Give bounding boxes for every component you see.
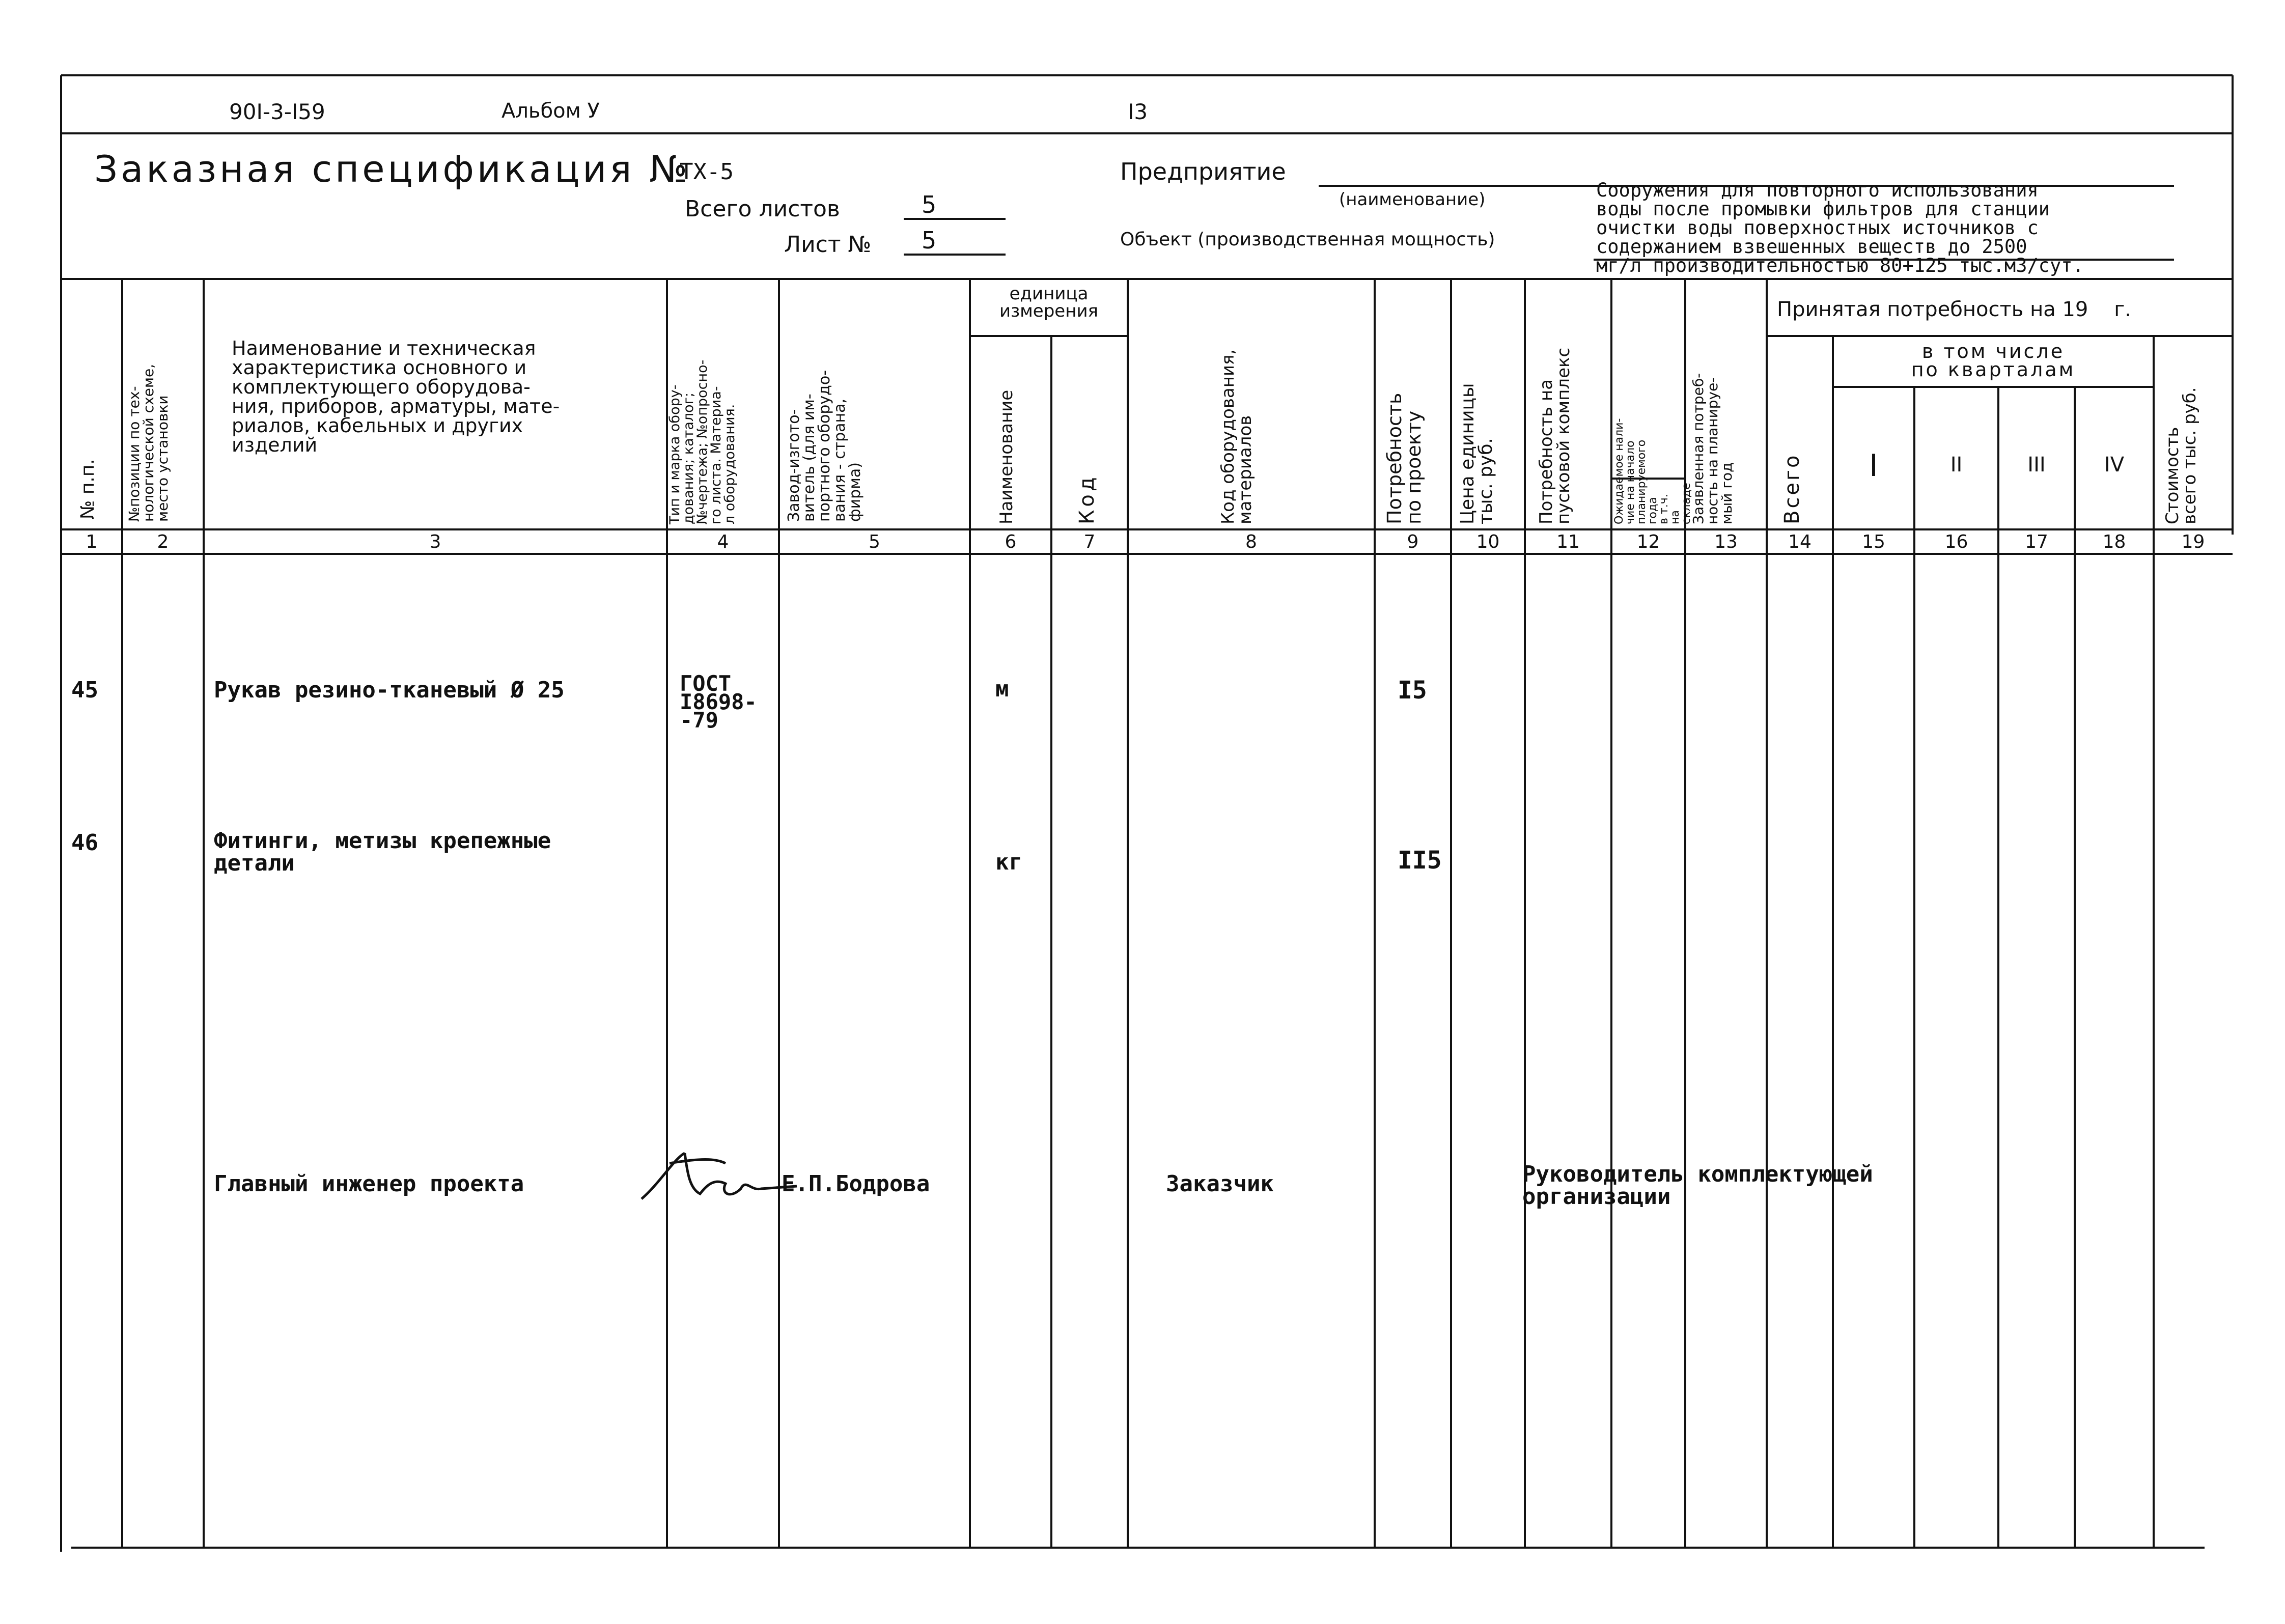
sheet-value: 5 [922,227,937,254]
row-45-unit: м [995,676,1009,702]
customer-label: Заказчик [1166,1171,1274,1197]
col-1-header: № п.п. [77,459,98,519]
supplier-label: Руководитель комплектующей организации [1522,1161,1873,1210]
col-7-header: Код [1075,474,1099,524]
col-number: 12 [1636,531,1660,552]
col-number: 4 [717,531,729,552]
col-10-header: Цена единицы тыс. руб. [1457,383,1496,524]
object-description: Сооружения для повторного использования воды после промывки фильтров для станции очистки воды поверхностных источников с содержанием взвешенных веществ до 2500 мг/л производительностью 80+125 тыс.м3/сут. [1596,179,2084,276]
col-6-header: Наименование [996,389,1017,524]
col-12-header: Ожидаемое нали- чие на начало планируемого года в т.ч. на складе [1613,418,1693,524]
col-number: 3 [429,531,441,552]
col-15-header: I [1869,448,1878,484]
col-number: 2 [157,531,169,552]
col-19-header: Стоимость всего тыс. руб. [2162,387,2200,524]
col-16-header: II [1950,453,1963,477]
col-2-header: №позиции по тех- нологической схеме, место установки [126,363,171,522]
unit-group-header: единица измерения [999,284,1099,321]
handwritten-signature [639,1143,802,1209]
col-number: 14 [1788,531,1812,552]
row-45-qty: I5 [1398,676,1427,705]
col-3-header: Наименование и техническая характеристика основного и комплектующего оборудова- ния, приборов, арматуры, мате- риалов, кабельных и других изделий [232,337,560,456]
col-number: 1 [86,531,98,552]
album-label: Альбом У [501,99,600,123]
col-number: 11 [1556,531,1580,552]
col-8-header: Код оборудования, материалов [1218,349,1256,524]
col-9-header: Потребность по проекту [1383,393,1425,524]
album-code: 90I-3-I59 [229,99,325,124]
spec-title: Заказная спецификация № [94,148,691,190]
col-number: 15 [1862,531,1885,552]
row-46-name: Фитинги, метизы крепежные детали [214,828,551,876]
col-14-header: Всего [1780,453,1804,524]
col-number: 13 [1714,531,1738,552]
quarters-group-header: в том числе по кварталам [1911,340,2076,381]
col-number: 17 [2025,531,2048,552]
row-45-type: ГОСТ I8698- -79 [680,671,757,733]
sheet-label: Лист № [784,232,872,258]
row-45-number: 45 [71,677,98,703]
col-13-header: Заявленная потреб- ность на планируе- мый год [1690,373,1735,524]
total-sheets-label: Всего листов [685,196,840,222]
enterprise-label: Предприятие [1120,158,1286,185]
col-17-header: III [2027,453,2046,477]
col-5-header: Завод-изгото- витель (для им- портного оборудо- вания - страна, фирма) [785,370,864,522]
col-4-header: Тип и марка обору- дования; каталог; №чертежа; №опросно- го листа. Материа- л оборудования. [667,359,738,524]
col-18-header: IV [2104,453,2125,477]
col-number: 8 [1245,531,1257,552]
col-number: 18 [2102,531,2126,552]
col-number: 10 [1476,531,1500,552]
chief-engineer-label: Главный инженер проекта [214,1171,524,1197]
chief-engineer-name: Е.П.Бодрова [782,1171,930,1197]
total-sheets-value: 5 [922,191,937,218]
col-number: 19 [2181,531,2205,552]
row-45-name: Рукав резино-тканевый Ø 25 [214,677,565,703]
page-number: I3 [1128,99,1148,124]
col-number: 7 [1083,531,1096,552]
col-11-header: Потребность на пусковой комплекс [1536,347,1574,524]
col-number: 5 [869,531,880,552]
row-46-unit: кг [995,849,1022,875]
spec-number: ТХ-5 [680,159,734,185]
row-46-qty: II5 [1398,846,1442,875]
enterprise-hint: (наименование) [1339,189,1486,210]
need-group-header: Принятая потребность на 19 г. [1777,298,2131,321]
col-number: 9 [1407,531,1419,552]
col-number: 16 [1944,531,1968,552]
col-number: 6 [1005,531,1017,552]
object-label: Объект (производственная мощность) [1120,229,1495,250]
row-46-number: 46 [71,830,98,856]
